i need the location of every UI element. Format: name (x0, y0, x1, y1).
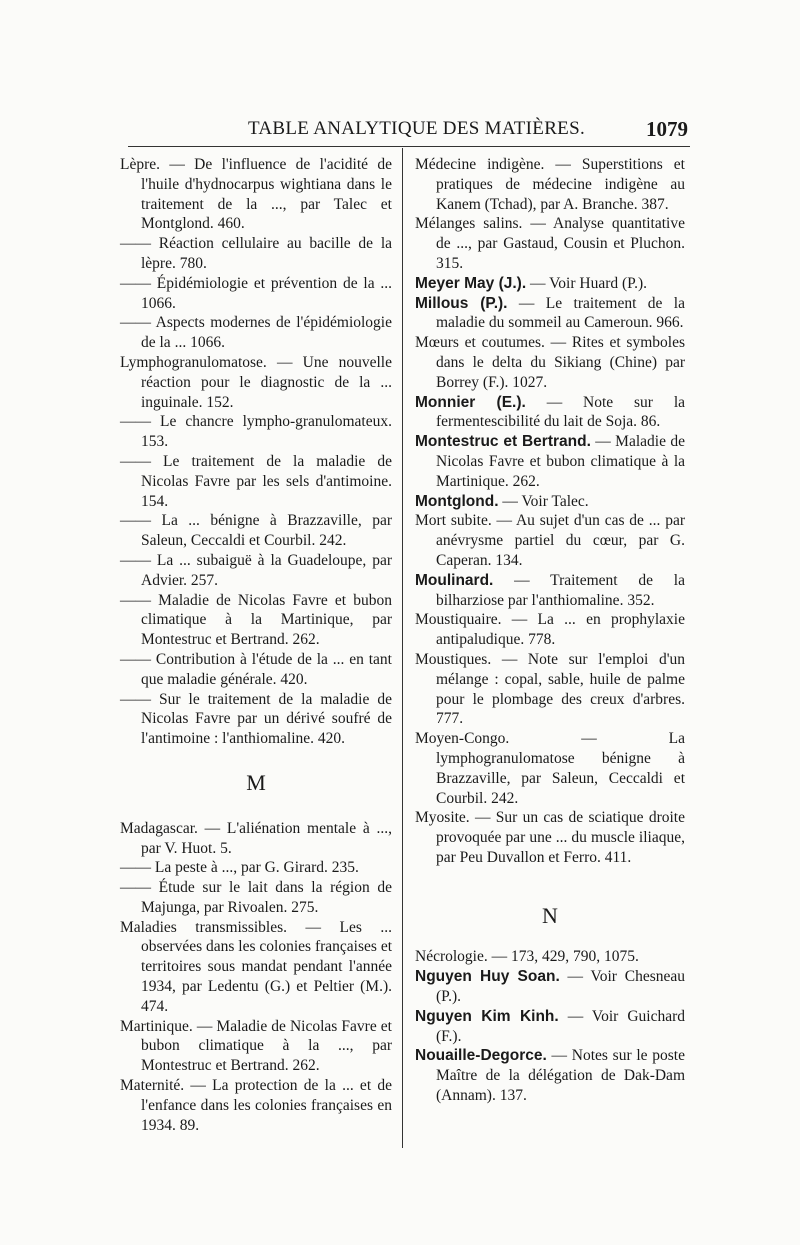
entry-text: Myosite. — Sur un cas de sciatique droite provoquée par une ... du muscle iliaque, par Peu Duvallon et Ferro. 411. (415, 809, 685, 866)
index-entry (415, 947, 685, 967)
index-entry (120, 511, 392, 551)
entry-text: Mort subite. — Au sujet d'un cas de ... par anévrysme partiel du cœur, par G. Caperan. 134. (415, 512, 685, 569)
section-letter-n: N (542, 902, 558, 928)
index-entry (415, 333, 685, 392)
index-entry (415, 511, 685, 570)
index-entry (415, 274, 685, 294)
entry-text: — Le traitement de la maladie du sommeil au Cameroun. 966. (436, 294, 685, 332)
index-entry (415, 294, 685, 334)
index-entry (120, 452, 392, 511)
entry-heading: Montglond. (415, 492, 499, 510)
n-entries-list (415, 947, 685, 1105)
header-rule (128, 146, 690, 147)
index-entry (120, 313, 392, 353)
index-entry (120, 274, 392, 314)
index-entry (120, 1017, 392, 1076)
entry-text: Moustiquaire. — La ... en prophylaxie antipaludique. 778. (415, 611, 685, 649)
entry-text: — Notes sur le poste Maître de la délégation de Dak-Dam (Annam). 137. (436, 1047, 685, 1105)
entry-heading: Millous (P.). (415, 294, 508, 312)
entry-text: Moustiques. — Note sur l'emploi d'un mélange : copal, sable, huile de palme pour le plombage des creux d'arbres. 777. (415, 650, 685, 728)
index-entry (120, 353, 392, 412)
entry-heading: Montestruc et Bertrand. (415, 433, 591, 451)
index-entry (415, 492, 685, 512)
page-number: 1079 (646, 117, 688, 141)
index-entry (120, 918, 392, 1017)
index-entry (415, 610, 685, 650)
m-entries-list (120, 819, 392, 1136)
column-divider (402, 148, 403, 1148)
entry-text: —— Contribution à l'étude de la ... en tant que maladie générale. 420. (120, 650, 392, 688)
index-entry (120, 650, 392, 690)
left-column (120, 155, 392, 1135)
index-entry (120, 1076, 392, 1135)
index-entry (120, 858, 392, 878)
entry-text: Moyen-Congo. — La lymphogranulomatose bénigne à Brazzaville, par Saleun, Ceccaldi et Courbil. 242. (415, 730, 685, 807)
page-header (130, 118, 690, 148)
index-entry (120, 878, 392, 918)
index-entry (120, 155, 392, 234)
entry-text: Lymphogranulomatose. — Une nouvelle réaction pour le diagnostic de la ... inguinale. 152. (120, 353, 392, 411)
entry-heading: Nouaille-Degorce. (415, 1047, 547, 1065)
entry-text: Mœurs et coutumes. — Rites et symboles dans le delta du Sikiang (Chine) par Borrey (F.). 1027. (415, 334, 685, 391)
entry-text: — Voir Talec. (498, 492, 589, 510)
right-column (415, 155, 685, 1106)
entry-text: — Voir Guichard (F.). (436, 1007, 685, 1045)
entry-text: Madagascar. — L'aliénation mentale à ..., par V. Huot. 5. (120, 819, 392, 857)
entry-text: —— Le traitement de la maladie de Nicolas Favre par les sels d'antimoine. 154. (120, 452, 392, 510)
index-entry (415, 650, 685, 729)
entry-text: — Note sur la fermentescibilité du lait de Soja. 86. (436, 393, 686, 431)
index-entry (415, 155, 685, 214)
entry-text: Maternité. — La protection de la ... et de l'enfance dans les colonies françaises en 1934. 89. (120, 1077, 392, 1134)
index-entry (415, 729, 685, 808)
entry-text: — Traitement de la bilharziose par l'anthiomaline. 352. (436, 571, 685, 609)
entry-text: —— Épidémiologie et prévention de la ... 1066. (120, 274, 392, 312)
entry-text: —— Réaction cellulaire au bacille de la lèpre. 780. (120, 235, 392, 272)
index-entry (415, 571, 685, 611)
section-letter-m: M (246, 769, 266, 795)
entry-text: — Maladie de Nicolas Favre et bubon climatique à la Martinique. 262. (436, 433, 685, 490)
entry-text: —— Maladie de Nicolas Favre et bubon climatique à la Martinique, par Montestruc et Bertrand. 262. (120, 591, 392, 649)
entry-text: —— Étude sur le lait dans la région de Majunga, par Rivoalen. 275. (120, 879, 392, 916)
index-entry (120, 819, 392, 859)
entry-text: Médecine indigène. — Superstitions et pratiques de médecine indigène au Kanem (Tchad), par A. Branche. 387. (415, 156, 685, 213)
entry-text: —— Sur le traitement de la maladie de Nicolas Favre par un dérivé soufré de l'antimoine : l'anthiomaline. 420. (120, 690, 392, 748)
index-entry (120, 551, 392, 591)
entry-heading: Nguyen Kim Kinh. (415, 1007, 559, 1025)
left-entries-list (120, 155, 392, 749)
entry-text: Mélanges salins. — Analyse quantitative de ..., par Gastaud, Cousin et Pluchon. 315. (415, 215, 685, 272)
running-title: TABLE ANALYTIQUE DES MATIÈRES. (248, 118, 586, 139)
entry-heading: Nguyen Huy Soan. (415, 968, 560, 986)
entry-text: —— Le chancre lympho-granulomateux. 153. (120, 413, 392, 451)
index-entry (415, 1007, 685, 1047)
entry-text: — Voir Chesneau (P.). (436, 968, 685, 1006)
index-entry (120, 591, 392, 650)
index-entry (415, 393, 685, 433)
entry-text: —— La ... subaiguë à la Guadeloupe, par Advier. 257. (120, 551, 392, 589)
entry-heading: Monnier (E.). (415, 393, 526, 411)
index-entry (415, 808, 685, 867)
index-entry (415, 967, 685, 1007)
entry-text: —— Aspects modernes de l'épidémiologie de la ... 1066. (120, 314, 392, 352)
entry-text: — Voir Huard (P.). (526, 274, 647, 292)
entry-heading: Meyer May (J.). (415, 274, 527, 292)
index-entry (120, 690, 392, 749)
entry-heading: Moulinard. (415, 571, 494, 589)
entry-text: —— La ... bénigne à Brazzaville, par Saleun, Ceccaldi et Courbil. 242. (120, 512, 392, 550)
index-entry (120, 234, 392, 274)
index-entry (120, 412, 392, 452)
entry-text: Nécrologie. — 173, 429, 790, 1075. (415, 948, 639, 966)
entry-text: Lèpre. — De l'influence de l'acidité de l'huile d'hydnocarpus wightiana dans le traitement de la ..., par Talec et Montglond. 460. (120, 156, 392, 233)
index-entry (415, 214, 685, 273)
index-entry (415, 432, 685, 491)
right-entries-list (415, 155, 685, 868)
entry-text: —— La peste à ..., par G. Girard. 235. (120, 859, 359, 877)
index-entry (415, 1046, 685, 1105)
entry-text: Martinique. — Maladie de Nicolas Favre et bubon climatique à la ..., par Montestruc et Bertrand. 262. (120, 1017, 392, 1075)
entry-text: Maladies transmissibles. — Les ... observées dans les colonies françaises et territoires sous mandat pendant l'année 1934, par Ledentu (G.) et Peltier (M.). 474. (120, 918, 392, 1015)
